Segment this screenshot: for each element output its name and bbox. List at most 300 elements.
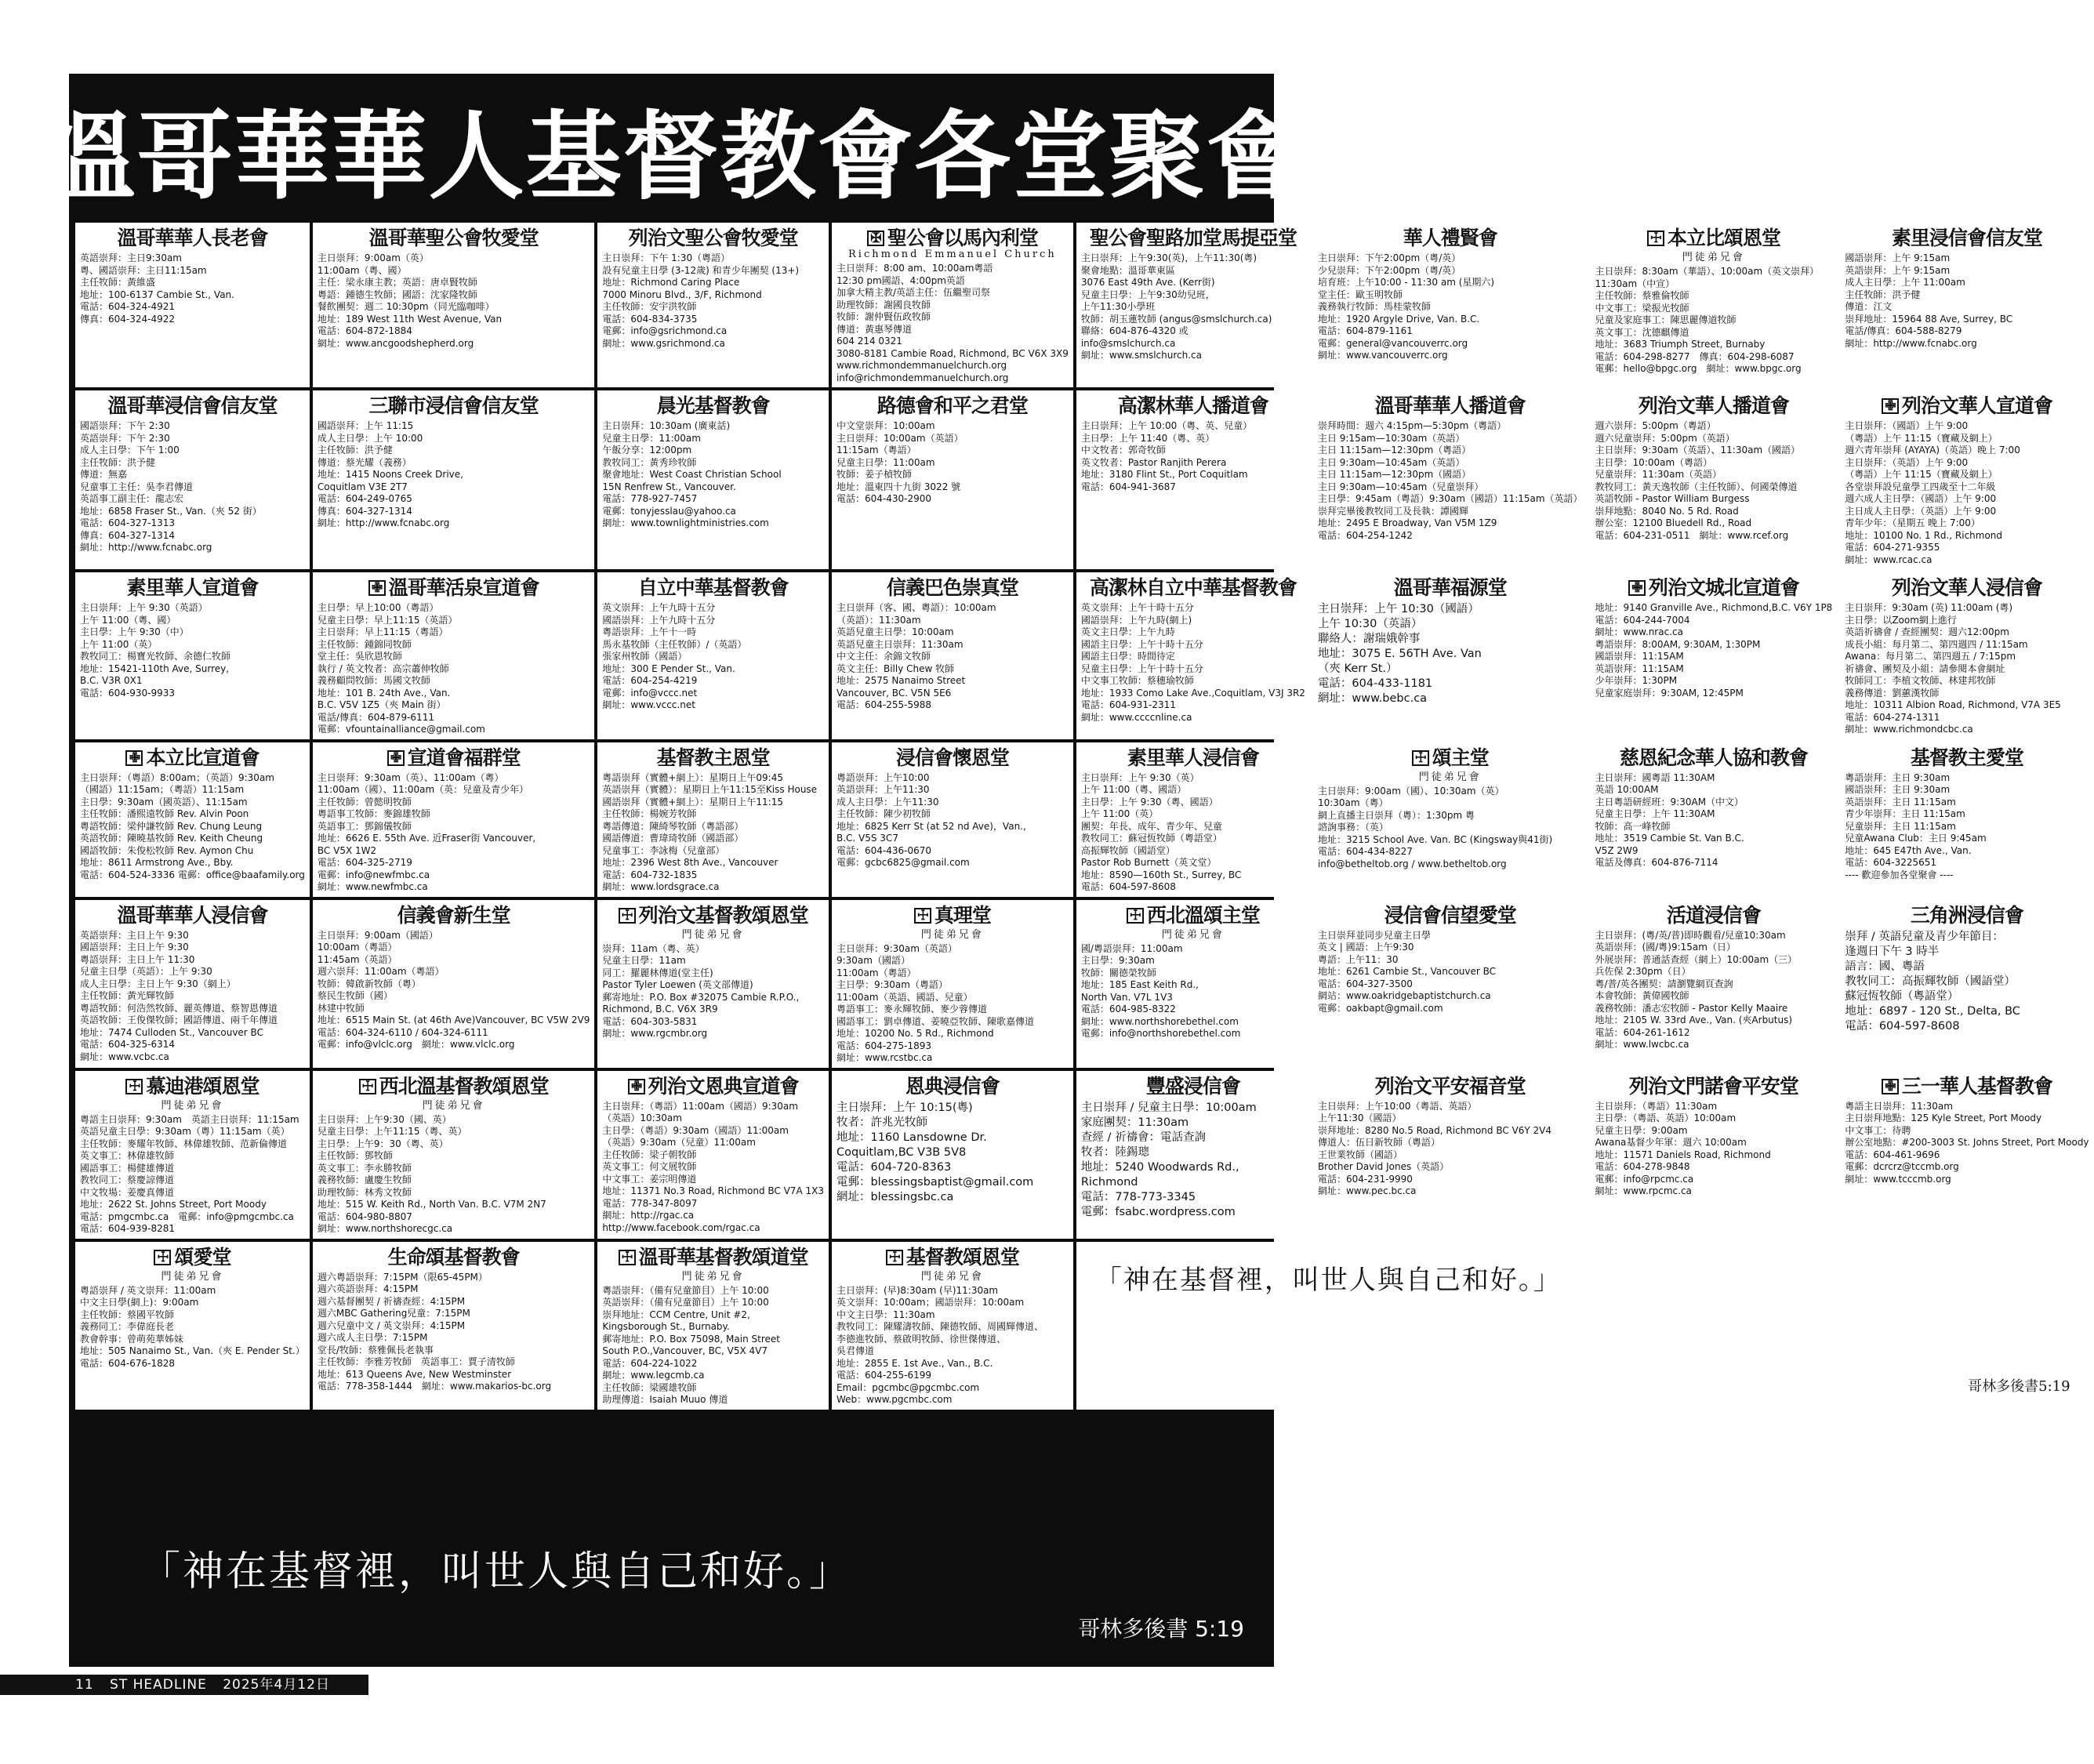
church-detail-line: 電郵：general@vancouverrc.org [1317, 337, 1468, 349]
church-name [602, 746, 824, 770]
church-detail-line: 英語崇拜：上午11:30 [836, 784, 930, 795]
church-detail-line: 主日學：9:30am [1080, 955, 1155, 966]
church-detail-line: 電話：pmgcmbc.ca 電郵：info@pmgcmbc.ca [80, 1210, 294, 1222]
church-detail-line: 英語事工副主任：龍志宏 [80, 493, 184, 504]
church-subtitle: 門徒弟兄會 [920, 1270, 984, 1283]
church-detail-line: （英語）：11:30am [836, 614, 921, 626]
church-name-text: 聖公會聖路加堂馬提亞堂 [1089, 227, 1297, 249]
church-listing [832, 1242, 1073, 1410]
church-detail-line: Richmond [1080, 1175, 1138, 1189]
church-details [1318, 420, 1583, 542]
church-detail-line: 兒童事工主任：吳李君傳道 [80, 481, 194, 492]
church-detail-line: 兒童事工：李詠梅（兒童部） [602, 844, 725, 856]
church-detail-line: 青少年崇拜：主日 11:15am [1845, 808, 1965, 819]
church-detail-line: 網址：www.ancgoodshepherd.org [317, 337, 474, 349]
church-detail-line: 牧師：胡玉蓮牧師 (angus@smslchurch.ca) [1080, 313, 1272, 325]
church-detail-line: 網址：www.vcbc.ca [80, 1051, 169, 1062]
church-listing [1076, 572, 1310, 739]
church-listing [597, 223, 829, 387]
church-name [602, 1074, 824, 1098]
church-detail-line: 網址：www.rcstbc.ca [836, 1052, 933, 1063]
church-logo-icon: ✙ [628, 1079, 645, 1094]
church-detail-line: 堂主任：吳欣恩牧師 [317, 651, 402, 662]
church-detail-line: 主日學：上午9：30（粵、英） [317, 1138, 448, 1149]
church-name-text: 溫哥華華人浸信會 [117, 903, 268, 927]
church-details [318, 1114, 590, 1236]
church-detail-line: 兒童主日學：上午9:30幼兒班， [1080, 289, 1215, 300]
church-listing [1591, 572, 1838, 739]
church-detail-line: 培育班：上午10:00 - 11:30 am (星期六) [1317, 277, 1495, 288]
church-detail-line: 蔡民生牧師（國） [317, 990, 393, 1001]
church-detail-line: 牧師：謝仲賢伍政牧師 [836, 311, 931, 322]
church-detail-line: 地址：300 E Pender St., Van. [602, 662, 735, 674]
church-detail-line: 週六MBC Gathering兒童：7:15PM [317, 1308, 470, 1319]
church-details [1081, 943, 1305, 1040]
church-name-text: 信義巴色崇真堂 [886, 576, 1018, 599]
church-details [1318, 252, 1583, 362]
church-detail-line: 電郵：hello@bpgc.org 網址：www.bpgc.org [1595, 363, 1802, 374]
church-detail-line: 英文事工：何文展牧師 [602, 1161, 697, 1172]
church-detail-line: Awana：每月第二、第四週五 / 7:15pm [1845, 651, 2016, 662]
church-detail-line: 主日學：上午 11:40（粵、英） [1080, 432, 1215, 444]
church-detail-line: 主日學：10:00am（粵語） [1595, 456, 1713, 468]
church-subtitle: 門徒弟兄會 [161, 1099, 224, 1112]
church-detail-line: 電話：604-433-1181 [1317, 677, 1433, 690]
page-number: 11 [75, 1677, 94, 1693]
church-logo-icon: ✙ [368, 580, 386, 596]
church-detail-line: 網址：www.vccc.net [602, 699, 695, 710]
church-name [1595, 394, 1833, 418]
church-detail-line: 同工：羅麗林傳道(堂主任) [602, 967, 713, 978]
church-detail-line: BC V5X 1W2 [317, 844, 377, 856]
church-detail-line: 英文崇拜：上午九時十五分 [602, 602, 716, 613]
church-detail-line: 地址：6858 Fraser St., Van.（夾 52 街） [80, 505, 262, 517]
church-logo-icon: ✙ [1628, 580, 1646, 596]
church-detail-line: 義務執行牧師：馬桂蒙牧師 [1317, 301, 1431, 312]
church-detail-line: 英文事工：沈德麒傳道 [1595, 326, 1689, 338]
church-details [1318, 786, 1583, 871]
church-name [1845, 903, 2089, 927]
church-detail-line: 電話：604-231-9990 [1317, 1173, 1413, 1185]
church-detail-line: 英文事工：李永勝牧師 [317, 1162, 412, 1174]
church-subtitle: 門徒弟兄會 [161, 1270, 224, 1283]
church-name [1845, 1074, 2089, 1098]
church-detail-line: 主日崇拜並同步兒童主日學 [1317, 929, 1431, 941]
church-detail-line: 崇拜時間：週六 4:15pm—5:30pm（粵語） [1317, 420, 1507, 431]
church-logo-icon: ☩ [914, 908, 931, 924]
church-detail-line: 兵佐保 2:30pm（日） [1595, 966, 1691, 977]
church-detail-line: 地址：5240 Woodwards Rd., [1080, 1160, 1239, 1174]
church-detail-line: 國語主日學：時間待定 [1080, 651, 1175, 662]
church-listing [1313, 223, 1588, 387]
church-detail-line: 英語牧師：陳曉基牧師 Rev. Keith Cheung [80, 833, 263, 844]
church-details [837, 1285, 1069, 1406]
church-listing [1840, 1071, 2093, 1239]
church-name-text: 恩典浸信會 [905, 1074, 1000, 1098]
church-detail-line: 11:15am（粵語） [836, 445, 916, 456]
church-detail-line: 崇拜：11am（粵、英） [602, 942, 705, 954]
church-detail-line: 主日崇拜：上午 10:15(粵) [836, 1101, 973, 1114]
church-detail-line: 傳道：江文 [1845, 301, 1893, 312]
church-name-text: 列治文城北宣道會 [1648, 576, 1799, 599]
church-detail-line: 電話：604-249-0765 [317, 493, 412, 504]
church-detail-line: 崇拜地點：8040 No. 5 Rd. Road [1595, 505, 1739, 517]
church-detail-line: 主日崇拜：下午 1:30（粵語） [602, 252, 731, 263]
church-detail-line: 主日崇拜：國粵語 11:30AM [1595, 771, 1715, 783]
church-detail-line: 電話：604-275-1893 [836, 1040, 931, 1051]
church-detail-line: 國語崇拜：上午九時(網上) [1080, 614, 1192, 626]
church-detail-line: 國語崇拜：上午九時十五分 [602, 614, 716, 626]
church-detail-line: 地址：10200 No. 5 Rd., Richmond [836, 1028, 994, 1039]
church-detail-line: 青年少年：（星期五 晚上 7:00） [1845, 517, 1980, 528]
church-detail-line: 義務牧師：潘志宏牧師 - Pastor Kelly Maaire [1595, 1002, 1788, 1014]
church-detail-line: 地址：6515 Main St. (at 46th Ave)Vancouver, BC V5W 2V9 [317, 1014, 590, 1025]
church-logo-icon: ☩ [359, 1079, 376, 1094]
church-detail-line: 兒童主日學：上午 11:30AM [1595, 808, 1715, 819]
church-name-text: 浸信會懷恩堂 [895, 746, 1009, 769]
church-name [837, 394, 1069, 418]
church-listing [832, 223, 1073, 387]
church-detail-line: 網址：www.townlightministries.com [602, 517, 769, 528]
church-listing [1076, 223, 1310, 387]
church-detail-line: 主日學：9:30am（粵語） [836, 979, 948, 990]
church-detail-line: 主日 11:15am—12:30pm（國語） [1317, 469, 1472, 480]
church-name-text: 列治文華人浸信會 [1891, 576, 2042, 599]
church-detail-line: 傳真：604-327-1314 [80, 529, 176, 541]
church-listing [1591, 223, 1838, 387]
church-detail-line: 電話：604-872-1884 [317, 325, 412, 336]
church-detail-line: 設有兒童主日學 (3-12歲) 和青少年團契 (13+) [602, 264, 800, 276]
church-name-text: 浸信會信望愛堂 [1384, 903, 1516, 927]
church-detail-line: 11:00am（國）、11:00am（英：兒童及青少年） [317, 784, 529, 795]
church-detail-line: 電話：604-298-8277 傳真：604-298-6087 [1595, 350, 1795, 362]
church-name [1845, 746, 2089, 770]
church-detail-line: 電話：778-927-7457 [602, 493, 698, 504]
church-details [1081, 772, 1305, 894]
church-detail-line: 傳道：無嘉 [80, 469, 128, 480]
church-name-text: 西北溫基督教頌恩堂 [379, 1074, 549, 1098]
church-detail-line: 主任牧師：洪予健 [317, 445, 393, 456]
church-detail-line: 主日學：（粵語、英語）10:00am [1595, 1112, 1737, 1123]
church-name [1081, 575, 1305, 600]
church-detail-line: 11:00am（粵、國） [317, 264, 407, 276]
church-detail-line: 兒童主日學（英語）：上午 9:30 [80, 966, 212, 977]
church-name [1595, 903, 1833, 927]
church-detail-line: 主日學：以Zoom網上進行 [1845, 614, 1957, 626]
church-detail-line: info@smslchurch.ca [1080, 337, 1176, 349]
church-detail-line: 上午 10:30（英語） [1317, 618, 1423, 630]
church-subtitle: Richmond Emmanuel Church [848, 249, 1057, 260]
church-detail-line: 英語崇拜：上午 9:15am [1845, 264, 1951, 276]
church-detail-line: 主日崇拜：8:00 am、10:00am粵語 [836, 263, 993, 274]
church-detail-line: 助理牧師：謝國良牧師 [836, 299, 931, 310]
church-detail-line: 義務顧問牧師：馬國文牧師 [317, 675, 430, 686]
church-detail-line: 主日崇拜：10:00am（英語） [836, 432, 964, 444]
church-name-text: 列治文聖公會牧愛堂 [628, 227, 798, 249]
church-detail-line: 崇拜完畢後教牧同工及長執：譚國輝 [1317, 505, 1468, 517]
church-name [318, 1245, 590, 1269]
church-detail-line: 主任牧師：楊婉芳牧師 [602, 808, 697, 819]
church-detail-line: 主日崇拜：上午9:30（國、英） [317, 1113, 452, 1125]
church-subtitle: 門徒弟兄會 [1161, 928, 1225, 941]
church-name-text: 基督教頌恩堂 [905, 1245, 1019, 1269]
church-detail-line: 電話：778-347-8097 [602, 1197, 698, 1209]
quote-box [1076, 1242, 2094, 1410]
church-detail-line: 主任牧師：麥耀年牧師、林偉雄牧師、范新倫傳道 [80, 1138, 288, 1149]
church-detail-line: 粵語事工牧師：麥錦雄牧師 [317, 808, 430, 819]
church-details [80, 252, 305, 325]
church-detail-line: 外展崇拜：普通話查經（網上）10:00am（三） [1595, 953, 1798, 965]
church-name [318, 394, 590, 418]
church-detail-line: 午飯分享：12:00pm [602, 445, 692, 456]
church-name-text: 溫哥華基督教頌道堂 [638, 1245, 808, 1269]
church-detail-line: 15N Renfrew St., Vancouver. [602, 481, 736, 492]
church-detail-line: 電話：604-597-8608 [1080, 881, 1176, 892]
church-detail-line: 週六崇拜：5:00pm（粵語） [1595, 420, 1716, 431]
church-detail-line: 地址：10100 No. 1 Rd., Richmond [1845, 529, 2003, 541]
church-name-text: 三一華人基督教會 [1901, 1074, 2052, 1098]
church-detail-line: 主日崇拜：9:00am（國）、10:30am（英） [1317, 785, 1504, 797]
church-detail-line: 粵語崇拜：（備有兒童節目）上午 10:00 [602, 1284, 769, 1296]
church-detail-line: 粵語：上午11：30 [1317, 953, 1399, 965]
church-details [1595, 930, 1833, 1051]
church-detail-line: 國語崇拜：主日 9:30am [1845, 784, 1951, 795]
church-detail-line: www.richmondemmanuelchurch.org [836, 360, 1007, 371]
church-detail-line: 網址：blessingsbc.ca [836, 1190, 954, 1203]
church-detail-line: 網址：www.richmondcbc.ca [1845, 724, 1973, 735]
church-detail-line: （粵語）上午 11:15（寶藏及網上） [1845, 432, 1998, 444]
church-details [1845, 1101, 2089, 1186]
church-detail-line: 粵語崇拜：上午10:00 [836, 771, 930, 783]
church-name-text: 聖公會以馬內利堂 [887, 227, 1038, 249]
church-detail-line: 聯絡人：謝瑞娥幹事 [1317, 633, 1421, 645]
church-listing [313, 742, 594, 897]
church-details [1081, 252, 1305, 362]
church-details [1318, 602, 1583, 706]
church-detail-line: 傳真：604-327-1314 [317, 505, 412, 517]
church-detail-line: 11:00am（英語、國語、兒童） [836, 991, 973, 1003]
church-detail-line: 主任牧師：梁子朝牧師 [602, 1149, 697, 1160]
church-detail-line: 主日崇拜：上午 10:30（國語） [1317, 603, 1479, 615]
church-detail-line: 英語崇拜：主日9:30am [80, 252, 182, 263]
church-detail-line: 電話：604-939-8281 [80, 1223, 176, 1234]
church-detail-line: 地址：1160 Lansdowne Dr. [836, 1131, 987, 1144]
church-details [837, 772, 1069, 869]
church-detail-line: 牧者：陸錫璁 [1080, 1145, 1149, 1159]
church-detail-line: 主任牧師：洪予健 [1845, 289, 1921, 300]
church-detail-line: 國語崇拜：11:15AM [1595, 651, 1684, 662]
church-details [318, 420, 590, 530]
church-detail-line: 網站：www.oakridgebaptistchurch.ca [1317, 990, 1491, 1001]
church-detail-line: 主日學：（粵語）9:30am（國語）11:00am [602, 1124, 789, 1136]
church-detail-line: 粵/普/英各團契：請瀏覽網頁查詢 [1595, 978, 1733, 989]
church-name [318, 575, 590, 600]
church-detail-line: 主日崇拜：上午10:00（粵語、英語） [1317, 1100, 1477, 1112]
church-detail-line: 網址：www.northshorecgc.ca [317, 1223, 453, 1234]
church-detail-line: 電話：778-358-1444 網址：www.makarios-bc.org [317, 1381, 552, 1392]
church-detail-line: 地址：2575 Nanaimo Street [836, 675, 966, 686]
church-detail-line: 3076 East 49th Ave. (Kerr街) [1080, 277, 1215, 288]
church-detail-line: 崇拜地址：CCM Centre, Unit #2, [602, 1308, 750, 1320]
church-detail-line: V5Z 2W9 [1595, 844, 1639, 856]
church-detail-line: info@richmondemmanuelchurch.org [836, 372, 1009, 383]
church-detail-line: 主任牧師：李雅芳牧師 英語事工：賈子清牧師 [317, 1356, 515, 1367]
church-detail-line: 電話：604-941-3687 [1080, 481, 1176, 492]
church-name [318, 1074, 590, 1098]
church-detail-line: 地址：189 West 11th West Avenue, Van [317, 313, 503, 325]
church-detail-line: 地址：2105 W. 33rd Ave., Van. (夾Arbutus) [1595, 1014, 1793, 1025]
church-details [602, 772, 824, 894]
church-name-text: 豐盛浸信會 [1145, 1074, 1240, 1098]
church-detail-line: 11:45am（英語） [317, 953, 397, 965]
church-name [837, 1245, 1069, 1269]
church-name-text: 溫哥華華人播道會 [1374, 394, 1526, 417]
church-detail-line: 主日崇拜：上午 9:30（英語） [80, 602, 208, 613]
church-detail-line: 電郵：tonyjesslau@yahoo.ca [602, 505, 736, 517]
church-detail-line: 主任牧師：黃維盛 [80, 277, 156, 288]
church-detail-line: 電話：604-834-3735 [602, 313, 698, 325]
church-detail-line: 7000 Minoru Blvd., 3/F, Richmond [602, 289, 762, 300]
church-name-text: 溫哥華活泉宣道會 [388, 576, 539, 599]
church-detail-line: 地址：3215 School Ave. Van. BC (Kingsway與41街) [1317, 833, 1553, 845]
church-detail-line: 主日崇拜：上午 9:30（英） [1080, 771, 1199, 783]
church-name-text: 列治文基督教頌恩堂 [638, 903, 808, 927]
church-detail-line: 電話：604-980-8807 [317, 1210, 412, 1222]
church-detail-line: 主任牧師：黃光輝牧師 [80, 990, 175, 1001]
church-detail-line: 電話/傳真：604-879-6111 [317, 711, 434, 723]
church-detail-line: 主日成人主日學：（英語）上午 9:00 [1845, 505, 1997, 517]
page-footer [0, 1675, 368, 1695]
church-detail-line: 主日崇拜：(粵/英/普)即時觀看/兒童10:30am [1595, 929, 1786, 941]
church-name-text: 三聯市浸信會信友堂 [368, 394, 539, 417]
church-detail-line: 英文牧者：Pastor Ranjith Perera [1080, 456, 1227, 468]
church-detail-line: 粵語主日崇拜：9:30am 英語主日崇拜：11:15am [80, 1113, 299, 1125]
church-detail-line: 主日崇拜：(早)8:30am (早)11:30am [836, 1284, 999, 1296]
church-detail-line: 網址：www.pec.bc.ca [1317, 1185, 1417, 1196]
church-detail-line: Pastor Tyler Loewen (英文部傳道) [602, 979, 753, 990]
church-listing [313, 223, 594, 387]
church-listing [1313, 572, 1588, 739]
church-name-text: 溫哥華華人長老會 [117, 227, 268, 249]
church-name-text: 頌愛堂 [174, 1245, 231, 1269]
church-detail-line: 網上直播主日崇拜（粵）：1:30pm 粵 [1317, 809, 1475, 821]
church-name [1081, 394, 1305, 418]
church-detail-line: 地址：3519 Cambie St. Van B.C. [1595, 833, 1744, 844]
church-details [80, 1285, 305, 1370]
church-detail-line: 教會幹事：曾萌苑華姊妹 [80, 1333, 184, 1345]
church-detail-line: 成人主日學：下午 1:00 [80, 445, 180, 456]
church-name-text: 慕迪港頌恩堂 [146, 1074, 259, 1098]
church-detail-line: 電話：604-676-1828 [80, 1357, 176, 1369]
church-detail-line: 主日學：9:30am（國英語）、11:15am [80, 796, 248, 808]
church-name [1081, 746, 1305, 770]
church-name-text: 列治文華人播道會 [1638, 394, 1789, 417]
church-name [80, 575, 305, 600]
church-detail-line: 電郵：info@rpcmc.ca [1595, 1173, 1694, 1185]
church-detail-line: 主日崇拜：（粵語）11:30am [1595, 1100, 1718, 1112]
church-detail-line: 電話：604-325-2719 [317, 857, 412, 868]
church-listing [75, 572, 310, 739]
church-detail-line: 地址：7474 Culloden St., Vancouver BC [80, 1026, 263, 1038]
church-detail-line: 電郵：info@vlclc.org 網址：www.vlclc.org [317, 1039, 515, 1050]
church-detail-line: 地址：2855 E. 1st Ave., Van., B.C. [836, 1357, 993, 1369]
church-detail-line: 少年崇拜：1:30PM [1595, 675, 1678, 686]
church-detail-line: 主日崇拜：9:30am (英) 11:00am (粵) [1845, 602, 2013, 613]
church-name-text: 三角洲浸信會 [1910, 903, 2023, 927]
church-detail-line: 地址：11571 Daniels Road, Richmond [1595, 1149, 1771, 1160]
church-name-text: 溫哥華浸信會信友堂 [107, 394, 278, 417]
church-details [318, 772, 590, 894]
church-details [1845, 252, 2089, 350]
church-detail-line: 助理牧師：林秀文牧師 [317, 1186, 412, 1198]
church-detail-line: 吳君傳道 [836, 1345, 874, 1356]
church-detail-line: 堂主任：歐玉明牧師 [1317, 289, 1403, 300]
church-detail-line: 牧者：許兆光牧師 [836, 1116, 927, 1129]
church-logo-icon: ✙ [1882, 398, 1899, 414]
church-detail-line: 國語崇拜：上午 9:15am [1845, 252, 1951, 263]
church-name-text: 溫哥華福源堂 [1393, 576, 1507, 599]
church-name [318, 903, 590, 927]
church-detail-line: Pastor Rob Burnett（英文堂） [1080, 857, 1217, 868]
church-detail-line: 網址：www.rpcmc.ca [1595, 1185, 1692, 1196]
church-detail-line: 主任牧師：蔡雅倫牧師 [1595, 290, 1689, 301]
church-detail-line: 王世業牧師（國語） [1317, 1149, 1403, 1160]
church-detail-line: Brother David Jones（英語） [1317, 1161, 1450, 1172]
church-name [80, 226, 305, 250]
church-listing [1840, 742, 2093, 897]
church-detail-line: 主任牧師：蔡國平牧師 [80, 1308, 175, 1320]
church-detail-line: 主任牧師：曾懿明牧師 [317, 796, 412, 808]
church-details [80, 772, 305, 882]
church-detail-line: 電郵：info@gsrichmond.ca [602, 325, 728, 336]
church-detail-line: （國語）11:15am；（粵語）11:15am [80, 784, 245, 795]
church-listing [1591, 390, 1838, 569]
church-name-text: 素里華人宣道會 [126, 576, 259, 599]
church-detail-line: 英語兒童主日崇拜：11:30am [836, 638, 964, 650]
church-detail-line: 郵寄地址：P.O. Box #32075 Cambie R.P.O., [602, 991, 800, 1003]
church-listing [75, 390, 310, 569]
church-detail-line: （夾 Kerr St.） [1317, 662, 1398, 675]
church-details [318, 930, 590, 1051]
church-name [837, 746, 1069, 770]
church-detail-line: 教牧同工：黃天逸牧師（主任牧師）、何國榮傳道 [1595, 481, 1798, 492]
church-detail-line: 網址：www.newfmbc.ca [317, 881, 428, 892]
church-detail-line: 網址：http://rgac.ca [602, 1210, 695, 1221]
church-name [80, 903, 305, 927]
church-detail-line: 主日崇拜：上午9:30(英)，上午11:30(粵) [1080, 252, 1257, 263]
church-detail-line: 網址：www.legcmb.ca [602, 1370, 705, 1381]
church-detail-line: 兒童主日學：上午11:15（粵、英） [317, 1126, 467, 1137]
church-details [837, 602, 1069, 712]
church-detail-line: 電話：604-985-8322 [1080, 1004, 1176, 1014]
church-detail-line: 網址：www.smslchurch.ca [1080, 350, 1202, 361]
church-detail-line: 11:00am（粵語） [836, 967, 916, 978]
church-detail-line: 英語牧師 - Pastor William Burgess [1595, 493, 1750, 504]
church-logo-icon: ☩ [1412, 750, 1429, 766]
church-detail-line: 網址：www.rcac.ca [1845, 554, 1933, 565]
church-details [602, 943, 824, 1040]
church-detail-line: 英語 10:00AM [1595, 784, 1659, 795]
church-detail-line: 兒童Awana Club：主日 9:45am [1845, 833, 1987, 844]
church-detail-line: 週六英語崇拜：4:15PM [317, 1283, 419, 1294]
church-detail-line: 電話：604-434-8227 [1317, 846, 1413, 857]
church-detail-line: South P.O.,Vancouver, BC, V5X 4V7 [602, 1345, 768, 1356]
church-detail-line: 網址：www.gsrichmond.ca [602, 337, 725, 349]
church-detail-line: 上午 11:00（英） [1080, 808, 1159, 819]
church-detail-line: 傳真：604-324-4922 [80, 313, 176, 325]
church-detail-line: 主任牧師：潘熙遠牧師 Rev. Alvin Poon [80, 808, 249, 819]
church-name [602, 394, 824, 418]
